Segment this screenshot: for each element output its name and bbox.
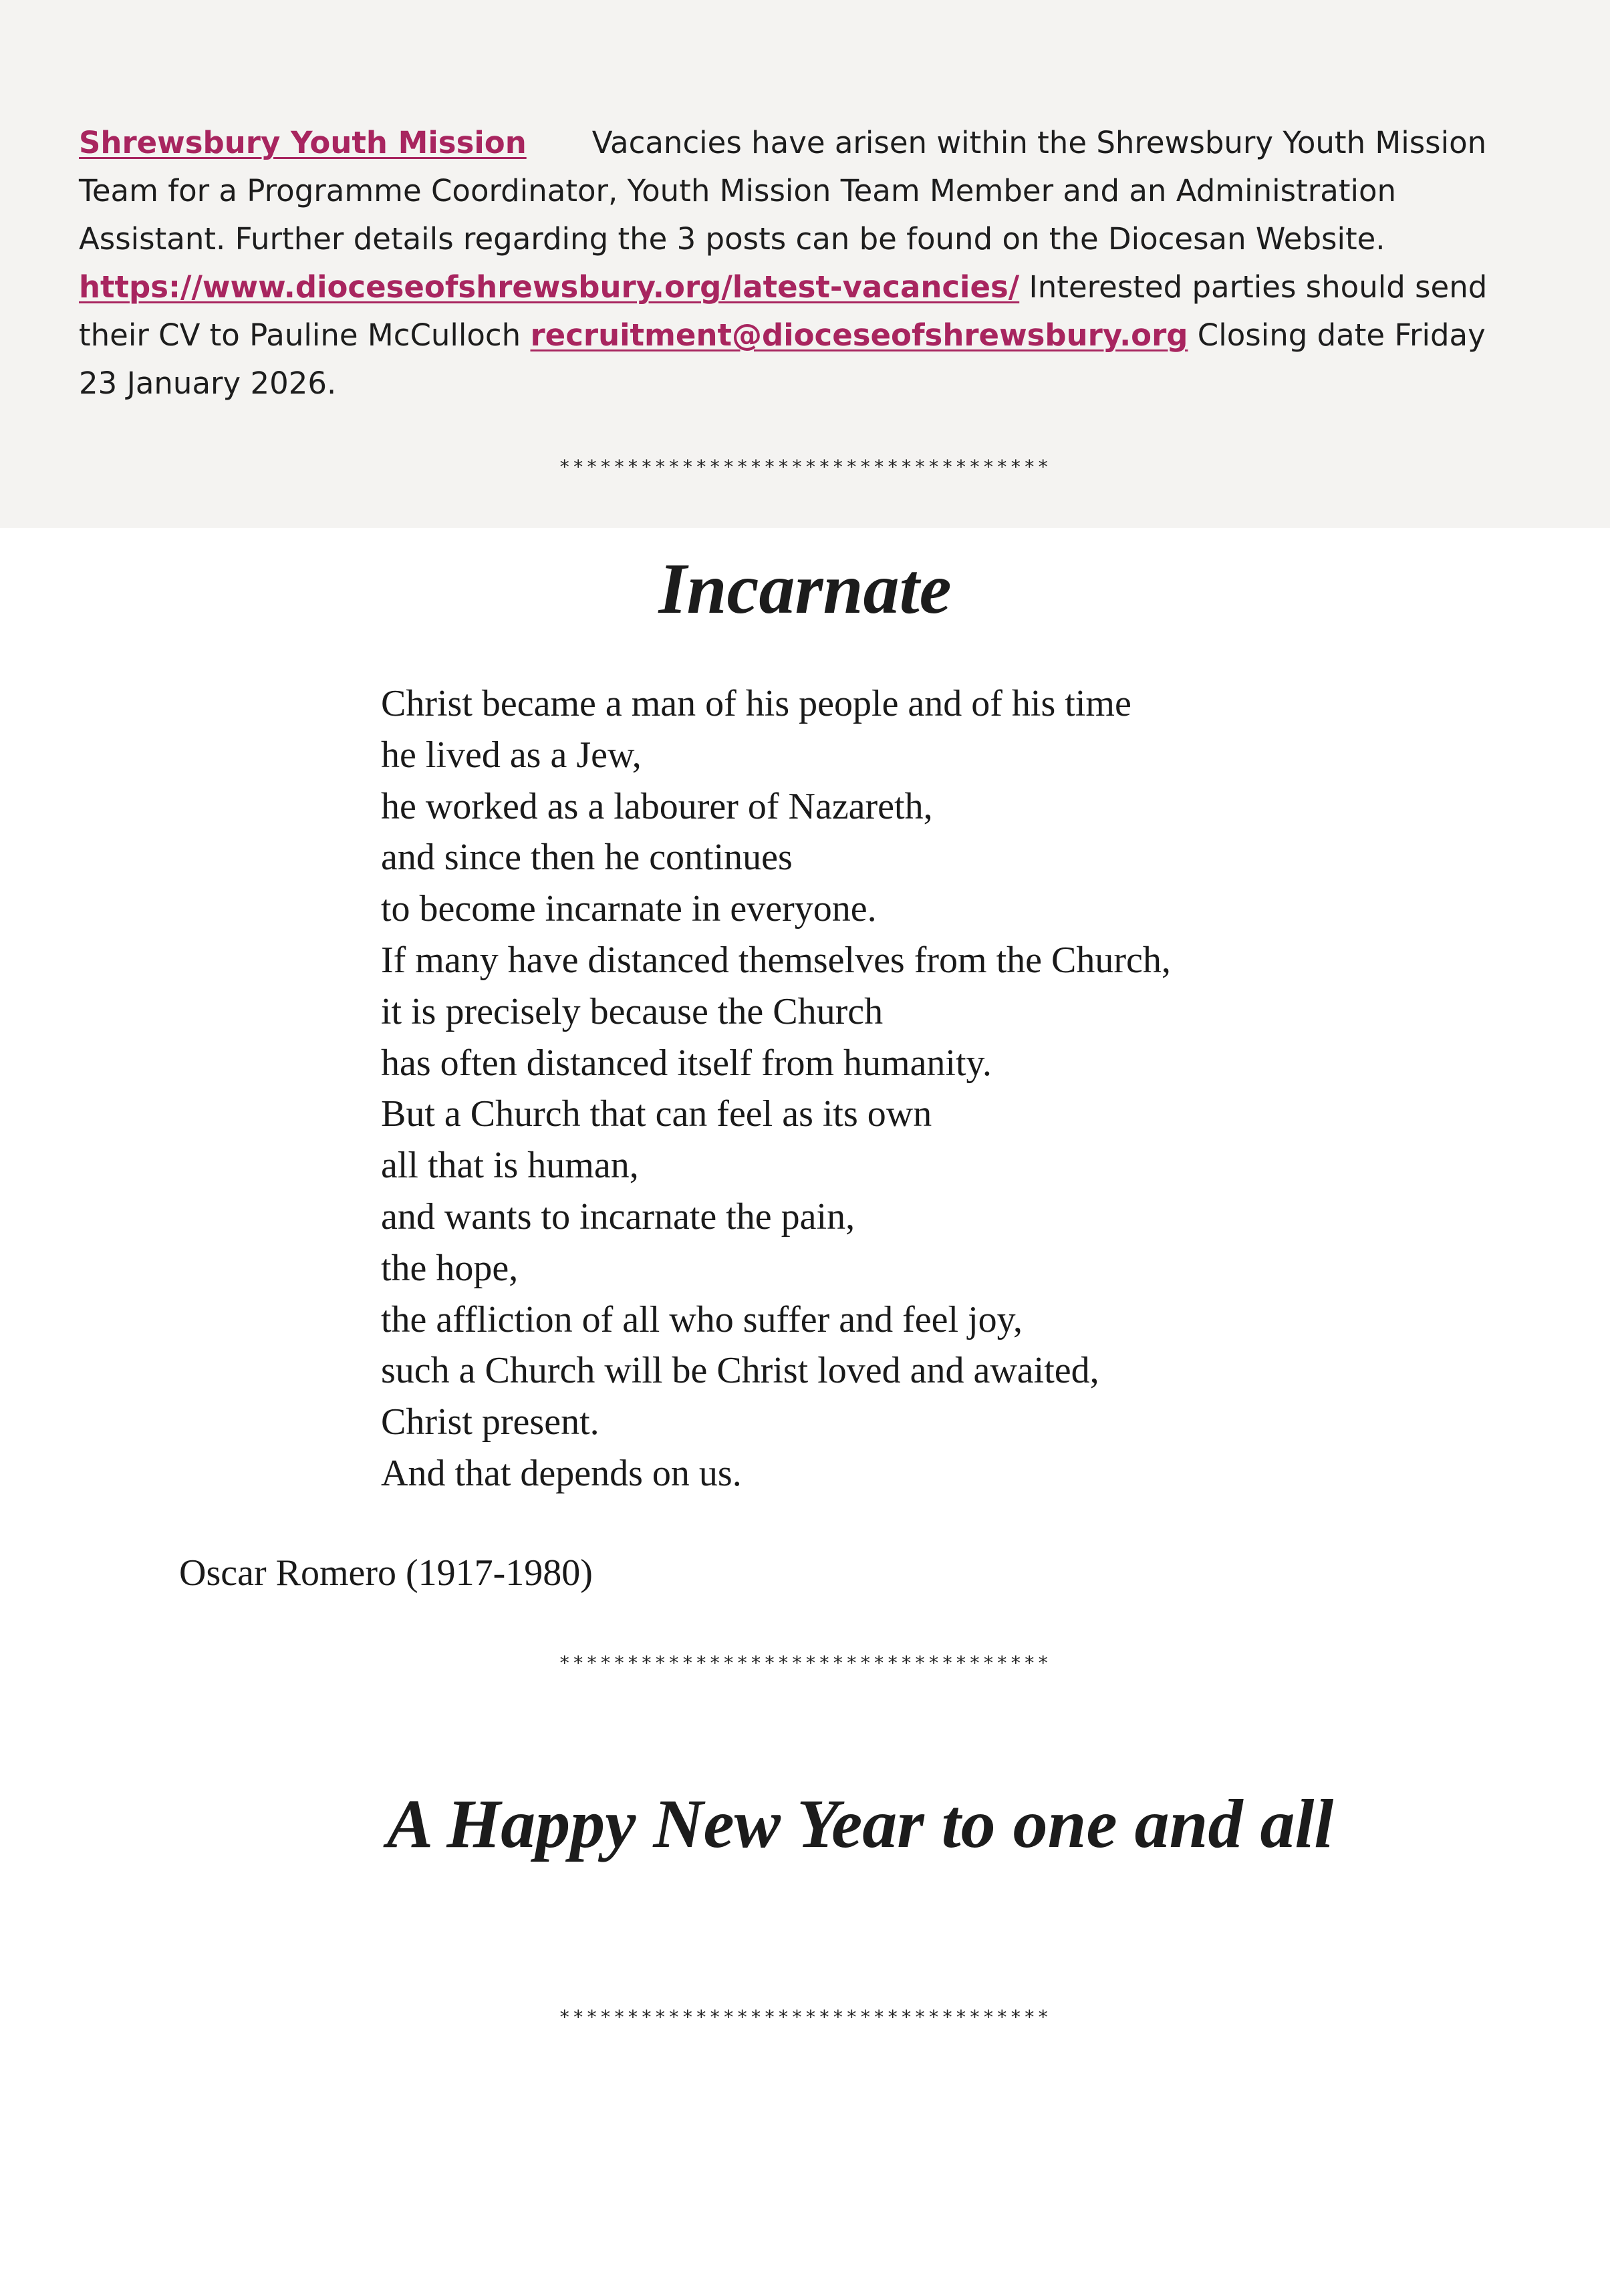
vacancy-notice xyxy=(79,119,1542,408)
vacancy-line-4-text: Interested parties should send xyxy=(1019,269,1488,305)
star-separator-2: ************************************ xyxy=(559,1652,1051,1674)
vacancies-website-link[interactable]: https://www.dioceseofshrewsbury.org/latest-vacancies/ xyxy=(79,269,1020,305)
star-separator-3: ************************************ xyxy=(559,2006,1051,2028)
vacancy-line-5-text: their CV to Pauline McCulloch xyxy=(79,317,531,353)
closing-date-text: Closing date Friday xyxy=(1188,317,1486,353)
poem-body xyxy=(381,678,1171,1499)
poem-line: and wants to incarnate the pain, xyxy=(381,1195,855,1238)
vacancy-heading[interactable]: Shrewsbury Youth Mission xyxy=(79,125,527,160)
vacancy-line-4 xyxy=(79,263,1542,311)
poem-line: the affliction of all who suffer and feel joy, xyxy=(381,1298,1023,1340)
recruitment-email-link[interactable]: recruitment@dioceseofshrewsbury.org xyxy=(530,317,1188,353)
vacancy-line-1-text: Vacancies have arisen within the Shrewsbury Youth Mission xyxy=(591,125,1487,160)
vacancy-line-6: 23 January 2026. xyxy=(79,366,337,401)
poem-title: Incarnate xyxy=(658,549,952,629)
vacancy-line-5 xyxy=(79,311,1542,360)
poem-attribution: Oscar Romero (1917-1980) xyxy=(179,1552,593,1594)
poem-line: to become incarnate in everyone. xyxy=(381,888,877,930)
vacancy-line-1 xyxy=(79,119,1542,167)
poem-line: But a Church that can feel as its own xyxy=(381,1093,932,1135)
star-separator-1: ************************************ xyxy=(559,456,1051,478)
poem-line: Christ present. xyxy=(381,1401,599,1443)
poem-line: If many have distanced themselves from the Church, xyxy=(381,939,1171,981)
poem-line: he lived as a Jew, xyxy=(381,734,642,776)
poem-line: Christ became a man of his people and of his time xyxy=(381,683,1131,724)
poem-line: it is precisely because the Church xyxy=(381,990,884,1032)
vacancy-line-2: Team for a Programme Coordinator, Youth Mission Team Member and an Administration xyxy=(79,173,1397,208)
poem-line: he worked as a labourer of Nazareth, xyxy=(381,785,933,827)
poem-line: such a Church will be Christ loved and awaited, xyxy=(381,1350,1099,1392)
poem-line: has often distanced itself from humanity. xyxy=(381,1042,992,1084)
poem-line: all that is human, xyxy=(381,1145,639,1187)
new-year-greeting-text: A Happy New Year to one and all xyxy=(386,1785,1334,1862)
poem-line: the hope, xyxy=(381,1247,519,1289)
new-year-greeting xyxy=(0,1784,1610,1864)
vacancy-line-3: Assistant. Further details regarding the 3 posts can be found on the Diocesan Website. xyxy=(79,221,1385,257)
poem-line: and since then he continues xyxy=(381,837,793,879)
poem-line: And that depends on us. xyxy=(381,1452,742,1494)
